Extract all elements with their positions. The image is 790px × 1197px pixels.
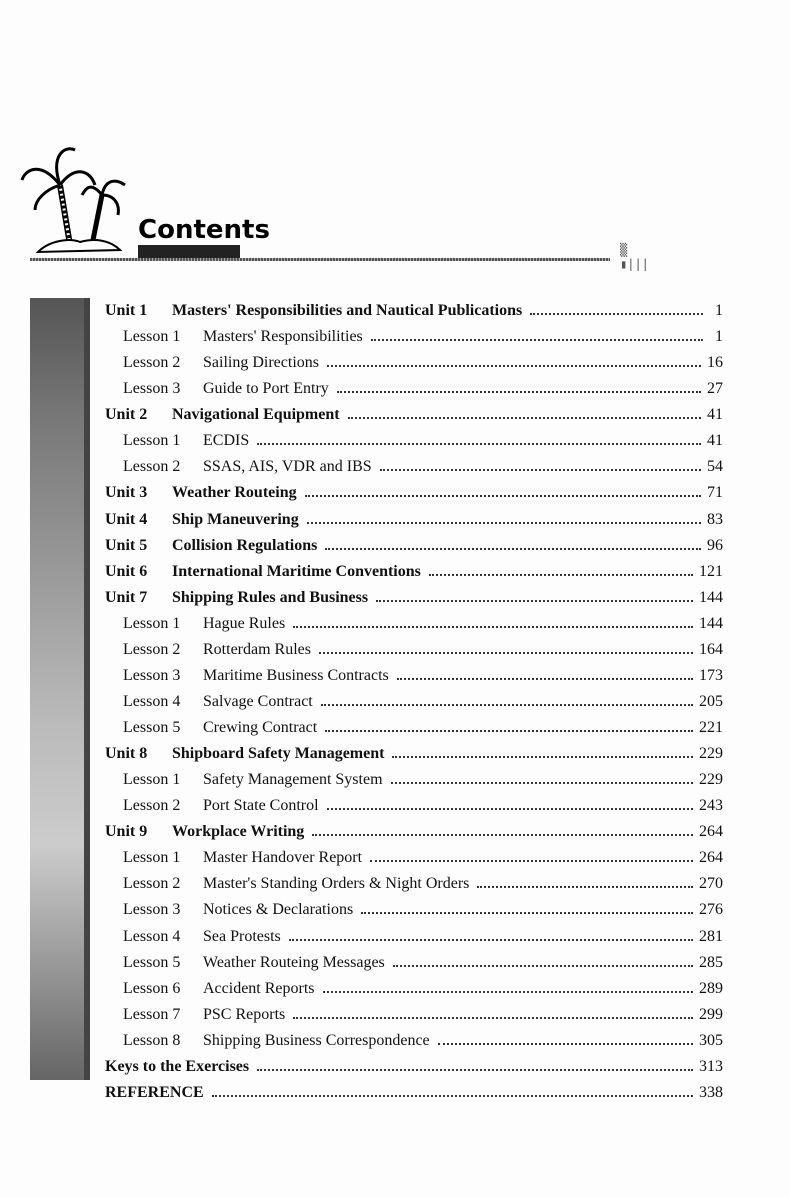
entry-label: Lesson 5 (123, 953, 181, 971)
entry-label: Lesson 2 (123, 875, 181, 893)
dot-leader (477, 886, 693, 888)
toc-unit-entry[interactable] (105, 823, 723, 849)
entry-label: Lesson 1 (123, 328, 181, 346)
dot-leader (393, 965, 693, 967)
entry-title: REFERENCE (105, 1083, 204, 1101)
toc-unit-entry[interactable] (105, 537, 723, 563)
page-number: 1 (715, 328, 723, 346)
header-rule (30, 258, 610, 261)
toc-lesson-entry[interactable] (105, 328, 723, 354)
toc-unit-entry[interactable] (105, 1058, 723, 1084)
toc-lesson-entry[interactable] (105, 615, 723, 641)
toc-lesson-entry[interactable] (105, 954, 723, 980)
entry-label: Lesson 2 (123, 354, 181, 372)
entry-label: Lesson 5 (123, 719, 181, 736)
entry-title: Notices & Declarations (203, 901, 354, 919)
entry-title: Shipping Rules and Business (172, 588, 369, 606)
title-underbar (138, 245, 240, 259)
dot-leader (392, 756, 693, 758)
toc-lesson-entry[interactable] (105, 875, 723, 901)
entry-title: SSAS, AIS, VDR and IBS (203, 458, 372, 476)
table-of-contents (105, 302, 723, 1110)
entry-label: Unit 5 (105, 536, 148, 554)
page-number: 144 (699, 614, 723, 632)
toc-lesson-entry[interactable] (105, 928, 723, 954)
toc-unit-entry[interactable] (105, 563, 723, 589)
entry-label: Lesson 6 (123, 979, 181, 997)
entry-label: Unit 2 (105, 406, 148, 424)
page-number: 338 (699, 1083, 723, 1101)
page-number: 144 (699, 588, 723, 606)
entry-title: Sailing Directions (203, 354, 319, 372)
dot-leader (380, 469, 701, 471)
dot-leader (325, 548, 701, 550)
page-number: 1 (715, 302, 723, 319)
toc-unit-entry[interactable] (105, 511, 723, 537)
page-number: 41 (707, 432, 723, 450)
page-number: 164 (699, 640, 723, 658)
entry-title: Guide to Port Entry (203, 380, 329, 398)
dot-leader (257, 443, 701, 445)
dot-leader (391, 782, 693, 784)
page-number: 27 (707, 380, 723, 398)
entry-label: Lesson 3 (123, 901, 181, 919)
entry-label: Lesson 3 (123, 380, 181, 398)
dot-leader (438, 1043, 693, 1045)
entry-title: Safety Management System (203, 771, 383, 789)
page-number: 83 (707, 510, 723, 528)
entry-label: Lesson 1 (123, 771, 181, 789)
entry-title: Sea Protests (203, 927, 281, 945)
entry-title: International Maritime Conventions (172, 562, 421, 580)
toc-lesson-entry[interactable] (105, 432, 723, 458)
entry-title: ECDIS (203, 432, 250, 450)
decorative-side-bar (30, 298, 90, 1080)
toc-lesson-entry[interactable] (105, 901, 723, 927)
entry-title: Crewing Contract (203, 719, 318, 736)
page-number: 243 (699, 797, 723, 815)
dot-leader (325, 730, 693, 732)
page-number: 313 (699, 1057, 723, 1075)
page-number: 16 (707, 354, 723, 372)
page-number: 229 (699, 745, 723, 763)
dot-leader (370, 860, 693, 862)
toc-unit-entry[interactable] (105, 589, 723, 615)
page-number: 96 (707, 536, 723, 554)
page-number: 54 (707, 458, 723, 476)
entry-label: Lesson 8 (123, 1031, 181, 1049)
page-number: 270 (699, 875, 723, 893)
dot-leader (327, 808, 693, 810)
page-number: 173 (699, 666, 723, 684)
dot-leader (321, 704, 693, 706)
entry-label: Lesson 1 (123, 432, 181, 450)
entry-label: Unit 7 (105, 588, 148, 606)
entry-label: Unit 6 (105, 562, 148, 580)
toc-lesson-entry[interactable] (105, 797, 723, 823)
contents-header (20, 140, 660, 271)
entry-title: Accident Reports (203, 979, 315, 997)
entry-title: Ship Maneuvering (172, 510, 299, 528)
entry-title: Hague Rules (203, 614, 286, 632)
page-number: 289 (699, 979, 723, 997)
dot-leader (307, 522, 701, 524)
entry-label: Lesson 4 (123, 692, 181, 710)
page-number: 121 (699, 562, 723, 580)
entry-label: Unit 9 (105, 823, 148, 841)
entry-title: Collision Regulations (172, 536, 318, 554)
entry-title: Maritime Business Contracts (203, 666, 389, 684)
dot-leader (312, 834, 693, 836)
entry-title: PSC Reports (203, 1005, 286, 1023)
toc-lesson-entry[interactable] (105, 458, 723, 484)
toc-lesson-entry[interactable] (105, 380, 723, 406)
page-title: Contents (138, 215, 270, 245)
toc-lesson-entry[interactable] (105, 693, 723, 719)
toc-lesson-entry[interactable] (105, 641, 723, 667)
toc-unit-entry[interactable] (105, 745, 723, 771)
entry-label: Lesson 7 (123, 1005, 181, 1023)
dot-leader (371, 339, 703, 341)
dot-leader (293, 626, 693, 628)
page-number: 41 (707, 406, 723, 424)
page-number: 264 (699, 823, 723, 841)
dot-leader (337, 391, 701, 393)
toc-lesson-entry[interactable] (105, 354, 723, 380)
toc-unit-entry[interactable] (105, 302, 723, 328)
entry-label: Unit 1 (105, 302, 148, 319)
toc-lesson-entry[interactable] (105, 849, 723, 875)
dot-leader (327, 365, 701, 367)
entry-label: Lesson 1 (123, 849, 181, 867)
entry-label: Unit 3 (105, 484, 148, 502)
toc-lesson-entry[interactable] (105, 719, 723, 745)
page-number: 205 (699, 692, 723, 710)
dot-leader (305, 495, 701, 497)
entry-label: Lesson 1 (123, 614, 181, 632)
dot-leader (361, 912, 693, 914)
dot-leader (397, 678, 693, 680)
toc-unit-entry[interactable] (105, 1084, 723, 1110)
entry-title: Weather Routeing Messages (203, 953, 385, 971)
entry-title: Masters' Responsibilities and Nautical Publications (172, 302, 523, 319)
dot-leader (257, 1069, 693, 1071)
page-number: 299 (699, 1005, 723, 1023)
dot-leader (293, 1017, 693, 1019)
entry-label: Lesson 2 (123, 640, 181, 658)
entry-title: Master Handover Report (203, 849, 363, 867)
entry-title: Shipboard Safety Management (172, 745, 385, 763)
toc-lesson-entry[interactable] (105, 980, 723, 1006)
toc-lesson-entry[interactable] (105, 667, 723, 693)
entry-label: Lesson 2 (123, 458, 181, 476)
dot-leader (348, 417, 701, 419)
toc-lesson-entry[interactable] (105, 1006, 723, 1032)
entry-title: Keys to the Exercises (105, 1057, 250, 1075)
page-number: 281 (699, 927, 723, 945)
dot-leader (376, 600, 693, 602)
entry-title: Rotterdam Rules (203, 640, 311, 658)
entry-title: Shipping Business Correspondence (203, 1031, 430, 1049)
page-number: 305 (699, 1031, 723, 1049)
palm-tree-island-icon (20, 140, 150, 262)
entry-title: Salvage Contract (203, 692, 313, 710)
rule-ornament: ▒ ▮||| (620, 243, 649, 271)
entry-label: Lesson 2 (123, 797, 181, 815)
toc-unit-entry[interactable] (105, 406, 723, 432)
dot-leader (212, 1095, 693, 1097)
entry-title: Workplace Writing (172, 823, 305, 841)
page-number: 71 (707, 484, 723, 502)
toc-lesson-entry[interactable] (105, 1032, 723, 1058)
page-number: 264 (699, 849, 723, 867)
entry-label: Unit 8 (105, 745, 148, 763)
page-number: 229 (699, 771, 723, 789)
page-number: 276 (699, 901, 723, 919)
entry-title: Weather Routeing (172, 484, 297, 502)
entry-title: Masters' Responsibilities (203, 328, 363, 346)
dot-leader (323, 991, 693, 993)
entry-label: Lesson 4 (123, 927, 181, 945)
dot-leader (319, 652, 693, 654)
dot-leader (429, 574, 693, 576)
entry-label: Lesson 3 (123, 666, 181, 684)
entry-title: Port State Control (203, 797, 319, 815)
entry-title: Master's Standing Orders & Night Orders (203, 875, 470, 893)
dot-leader (530, 313, 703, 315)
entry-label: Unit 4 (105, 510, 148, 528)
page-number: 221 (699, 719, 723, 736)
page-number: 285 (699, 953, 723, 971)
dot-leader (289, 939, 693, 941)
toc-lesson-entry[interactable] (105, 771, 723, 797)
toc-unit-entry[interactable] (105, 484, 723, 510)
entry-title: Navigational Equipment (172, 406, 340, 424)
